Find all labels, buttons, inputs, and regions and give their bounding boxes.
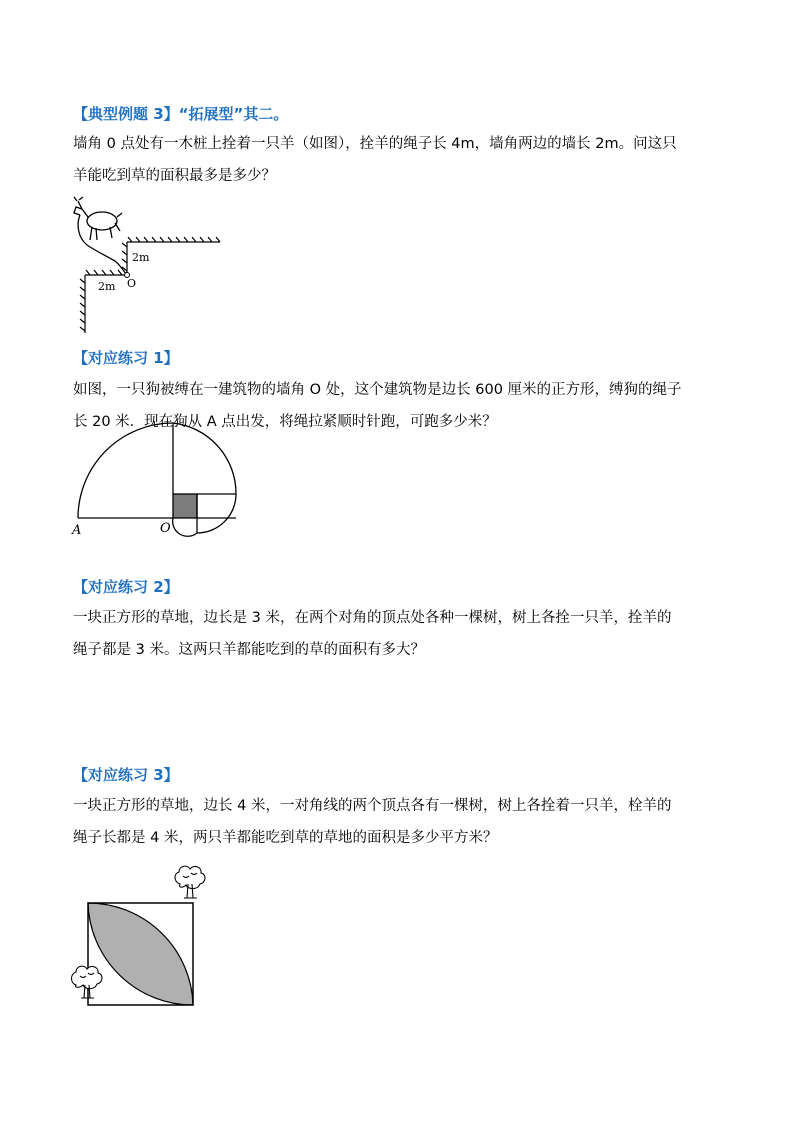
exercise3-line-2: 绳子长都是 4 米，两只羊都能吃到草的草地的面积是多少平方米？ bbox=[73, 830, 498, 846]
exercise2-line-2: 绳子都是 3 米。这两只羊都能吃到的草的面积有多大？ bbox=[73, 642, 425, 658]
dog-spiral-figure bbox=[70, 440, 250, 540]
label-a: A bbox=[72, 523, 82, 538]
arc-small bbox=[197, 494, 236, 533]
exercise2-heading: 【对应练习 2】 bbox=[73, 578, 179, 596]
label-2m-left: 2m bbox=[98, 280, 116, 293]
arc-tiny bbox=[173, 518, 197, 536]
exercise3-text bbox=[73, 790, 738, 854]
building-square bbox=[173, 494, 197, 518]
label-2m-right: 2m bbox=[132, 251, 150, 264]
label-o: O bbox=[160, 521, 171, 536]
exercise2-text bbox=[73, 602, 738, 666]
goat-icon bbox=[74, 197, 128, 277]
example3-heading: 【典型例题 3】“拓展型”其二。 bbox=[73, 105, 289, 123]
label-o: O bbox=[127, 277, 137, 290]
goat-wall-figure bbox=[70, 195, 230, 335]
example3-line-1: 墙角 0 点处有一木桩上拴着一只羊（如图），拴羊的绳子长 4m，墙角两边的墙长 2m。问这只 bbox=[73, 136, 677, 152]
lens-square-figure bbox=[70, 860, 220, 1010]
exercise1-line-1: 如图，一只狗被缚在一建筑物的墙角 O 处，这个建筑物是边长 600 厘米的正方形，缚狗的绳子 bbox=[73, 382, 682, 398]
tree-icon-top-right bbox=[175, 866, 205, 898]
example3-line-2: 羊能吃到草的面积最多是多少？ bbox=[73, 168, 276, 184]
exercise1-line-2: 长 20 米．现在狗从 A 点出发，将绳拉紧顺时针跑，可跑多少米？ bbox=[73, 414, 497, 430]
exercise3-heading: 【对应练习 3】 bbox=[73, 766, 179, 784]
exercise3-line-1: 一块正方形的草地，边长 4 米，一对角线的两个顶点各有一棵树，树上各拴着一只羊，栓羊的 bbox=[73, 798, 672, 814]
example3-text bbox=[73, 128, 738, 192]
exercise2-line-1: 一块正方形的草地，边长是 3 米，在两个对角的顶点处各种一棵树，树上各拴一只羊，拴羊的 bbox=[73, 610, 672, 626]
lens-overlap-region bbox=[88, 903, 193, 1005]
exercise1-heading: 【对应练习 1】 bbox=[73, 349, 179, 367]
tree-icon-bottom-left bbox=[72, 966, 103, 998]
